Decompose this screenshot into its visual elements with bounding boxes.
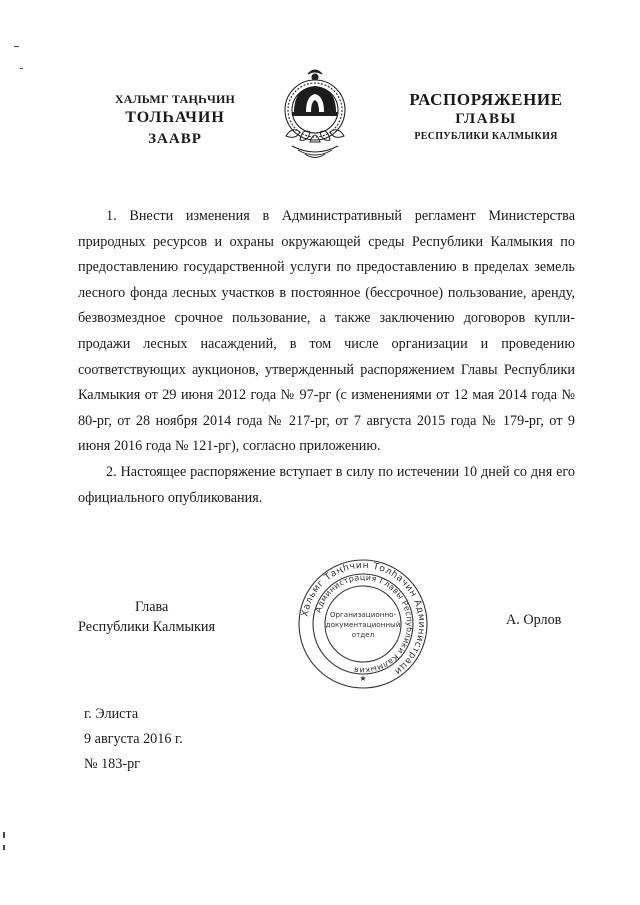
scan-edge-mark — [3, 832, 5, 838]
document-type: РАСПОРЯЖЕНИЕ — [409, 90, 563, 109]
stamp-center-line1: Организационно- — [329, 610, 397, 619]
svg-text:★: ★ — [359, 674, 367, 683]
signatory-title-line2: Республики Калмыкия — [78, 619, 216, 635]
stamp-center-line3: отдел — [351, 630, 375, 639]
document-number: № 183-рг — [84, 756, 141, 772]
header-kalmyk-block — [100, 92, 250, 148]
stamp-center-line2: документационный — [325, 620, 401, 629]
scan-edge-mark — [20, 68, 23, 69]
signatory-title-line1: Глава — [135, 599, 169, 615]
stamp-outer-text: Хальмг Таңһчин Толһачин Администраци — [299, 559, 428, 678]
kalmykia-coat-of-arms-icon — [278, 66, 352, 162]
body-paragraph-2: 2. Настоящее распоряжение вступает в силу по истечении 10 дней со дня его официального опубликования. — [78, 463, 575, 506]
signatory-title — [78, 597, 215, 637]
issue-date: 9 августа 2016 г. — [84, 731, 183, 747]
issuer-republic: РЕСПУБЛИКИ КАЛМЫКИЯ — [414, 131, 558, 142]
header-kalmyk-line1: ХАЛЬМГ ТАҢҺЧИН — [114, 92, 236, 106]
body-paragraph-1: 1. Внести изменения в Административный регламент Министерства природных ресурсов и охраны окружающей среды Республики Калмыкия по предоставлению государственной услуги по предоставлению в пределах земель лесного фонда лесных участков в постоянное (бессрочное) пользование, аренду, безвозмездное срочное пользование, а также заключению договоров купли-продажи лесных насаждений, в том числе организации и проведению соответствующих аукционов, утвержденный распоряжением Главы Республики Калмыкия от 29 июня 2012 года № 97-рг (с изменениями от 12 мая 2014 года № 80-рг, от 28 ноября 2014 года № 217-рг, от 7 августа 2015 года № 179-рг, от 9 июня 2016 года № 121-рг), согласно приложению. — [78, 208, 575, 455]
issue-city: г. Элиста — [84, 706, 139, 722]
signatory-name: А. Орлов — [506, 612, 562, 628]
scan-edge-mark — [3, 845, 5, 850]
stamp-inner-text: Администрация Главы Республики Калмыкия — [313, 572, 415, 676]
document-footer — [84, 702, 183, 777]
issuer-title: ГЛАВЫ — [455, 111, 517, 127]
header-kalmyk-line2: ТОЛҺАЧИН — [125, 109, 225, 126]
scan-edge-mark — [14, 46, 19, 47]
document-body — [78, 204, 575, 511]
header-kalmyk-line3: ЗААВР — [148, 131, 202, 147]
header-russian-block — [398, 90, 574, 142]
official-stamp — [296, 557, 430, 691]
